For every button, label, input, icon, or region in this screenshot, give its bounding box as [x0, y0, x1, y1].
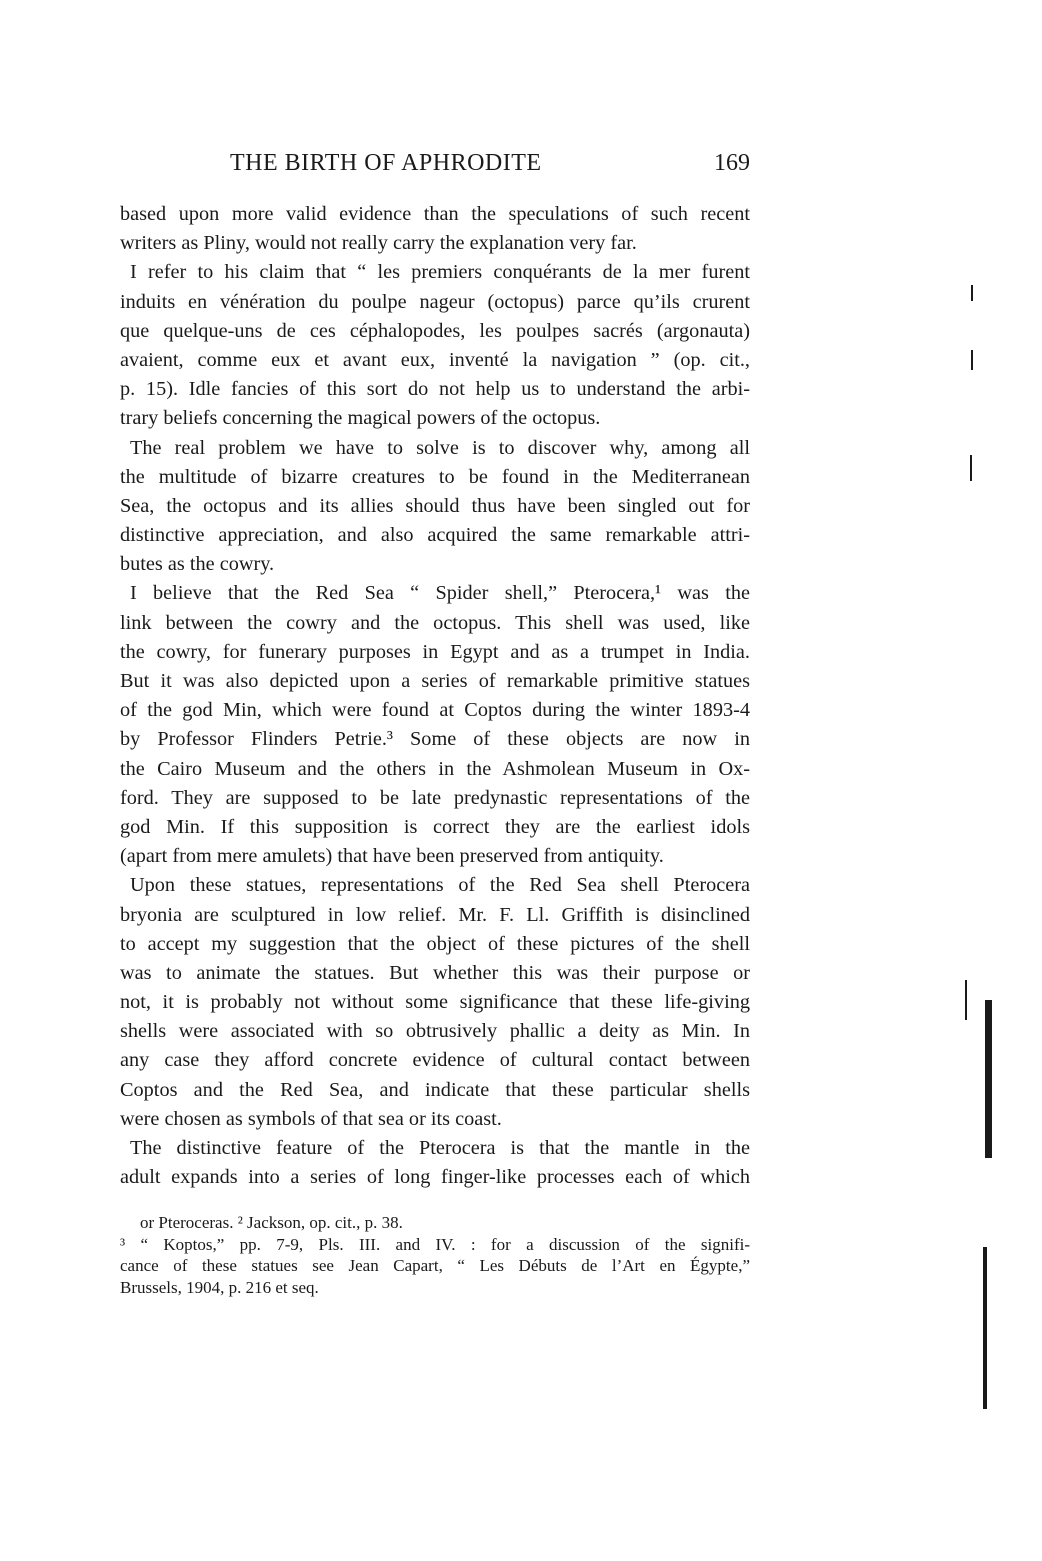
text-line: adult expands into a series of long finger-like processes each of which [120, 1166, 750, 1189]
text-line: (apart from mere amulets) that have been preserved from antiquity. [120, 845, 664, 868]
text-line: avaient, comme eux et avant eux, inventé la navigation ” (op. cit., [120, 348, 750, 371]
text-line: que quelque-uns de ces céphalopodes, les poulpes sacrés (argonauta) [120, 319, 750, 342]
page-header [230, 150, 750, 184]
text-line: The distinctive feature of the Pterocera is that the mantle in the [130, 1137, 750, 1159]
text-line: the Cairo Museum and the others in the Ashmolean Museum in Ox- [120, 757, 750, 780]
text-line: to accept my suggestion that the object of these pictures of the shell [120, 932, 750, 955]
footnote-line: Brussels, 1904, p. 216 et seq. [120, 1277, 319, 1297]
scan-mark [970, 455, 972, 481]
scan-mark [971, 350, 973, 370]
text-line: were chosen as symbols of that sea or its coast. [120, 1107, 502, 1130]
text-line: trary beliefs concerning the magical powers of the octopus. [120, 407, 601, 430]
text-line: was to animate the statues. But whether this was their purpose or [120, 961, 750, 984]
text-line: bryonia are sculptured in low relief. Mr. F. Ll. Griffith is disinclined [120, 903, 750, 926]
text-line: distinctive appreciation, and also acquired the same remarkable attri- [120, 524, 750, 547]
footnote-line: ³ “ Koptos,” pp. 7-9, Pls. III. and IV. : for a discussion of the signifi- [120, 1234, 750, 1254]
scan-mark [965, 980, 967, 1020]
text-line: god Min. If this supposition is correct they are the earliest idols [120, 815, 750, 838]
running-title: THE BIRTH OF APHRODITE [230, 150, 542, 176]
text-line: by Professor Flinders Petrie.³ Some of these objects are now in [120, 728, 750, 751]
text-line: of the god Min, which were found at Coptos during the winter 1893-4 [120, 699, 750, 722]
text-line: any case they afford concrete evidence of cultural contact between [120, 1049, 750, 1072]
text-line: butes as the cowry. [120, 553, 275, 576]
text-line: based upon more valid evidence than the speculations of such recent [120, 203, 750, 225]
text-line: But it was also depicted upon a series of remarkable primitive statues [120, 670, 750, 692]
footnote-line: or Pteroceras. ² Jackson, op. cit., p. 38. [140, 1213, 403, 1232]
text-line: I refer to his claim that “ les premiers conquérants de la mer furent [130, 261, 750, 284]
footnote-line: cance of these statues see Jean Capart, “ Les Débuts de l’Art en Égypte,” [120, 1256, 750, 1275]
text-line: Upon these statues, representations of the Red Sea shell Pterocera [130, 874, 750, 897]
text-line: Sea, the octopus and its allies should thus have been singled out for [120, 494, 750, 517]
text-line: the cowry, for funerary purposes in Egypt and as a trumpet in India. [120, 640, 750, 663]
text-line: shells were associated with so obtrusively phallic a deity as Min. In [120, 1020, 750, 1043]
text-line: link between the cowry and the octopus. This shell was used, like [120, 611, 750, 634]
text-line: I believe that the Red Sea “ Spider shell,” Pterocera,¹ was the [130, 582, 750, 605]
text-line: the multitude of bizarre creatures to be found in the Mediterranean [120, 465, 750, 488]
text-line: ford. They are supposed to be late predynastic representations of the [120, 786, 750, 809]
footnotes [120, 1212, 750, 1298]
text-line: The real problem we have to solve is to discover why, among all [130, 436, 750, 459]
scan-mark [971, 285, 973, 301]
text-line: not, it is probably not without some significance that these life-giving [120, 991, 750, 1014]
text-line: induits en vénération du poulpe nageur (octopus) parce qu’ils crurent [120, 290, 750, 313]
text-line: p. 15). Idle fancies of this sort do not help us to understand the arbi- [120, 378, 750, 401]
scan-mark [985, 1000, 992, 1158]
text-line: Coptos and the Red Sea, and indicate that these particular shells [120, 1078, 750, 1101]
text-line: writers as Pliny, would not really carry the explanation very far. [120, 232, 637, 255]
scan-mark [983, 1247, 987, 1409]
page-number: 169 [714, 150, 750, 176]
body-text [120, 200, 750, 1192]
